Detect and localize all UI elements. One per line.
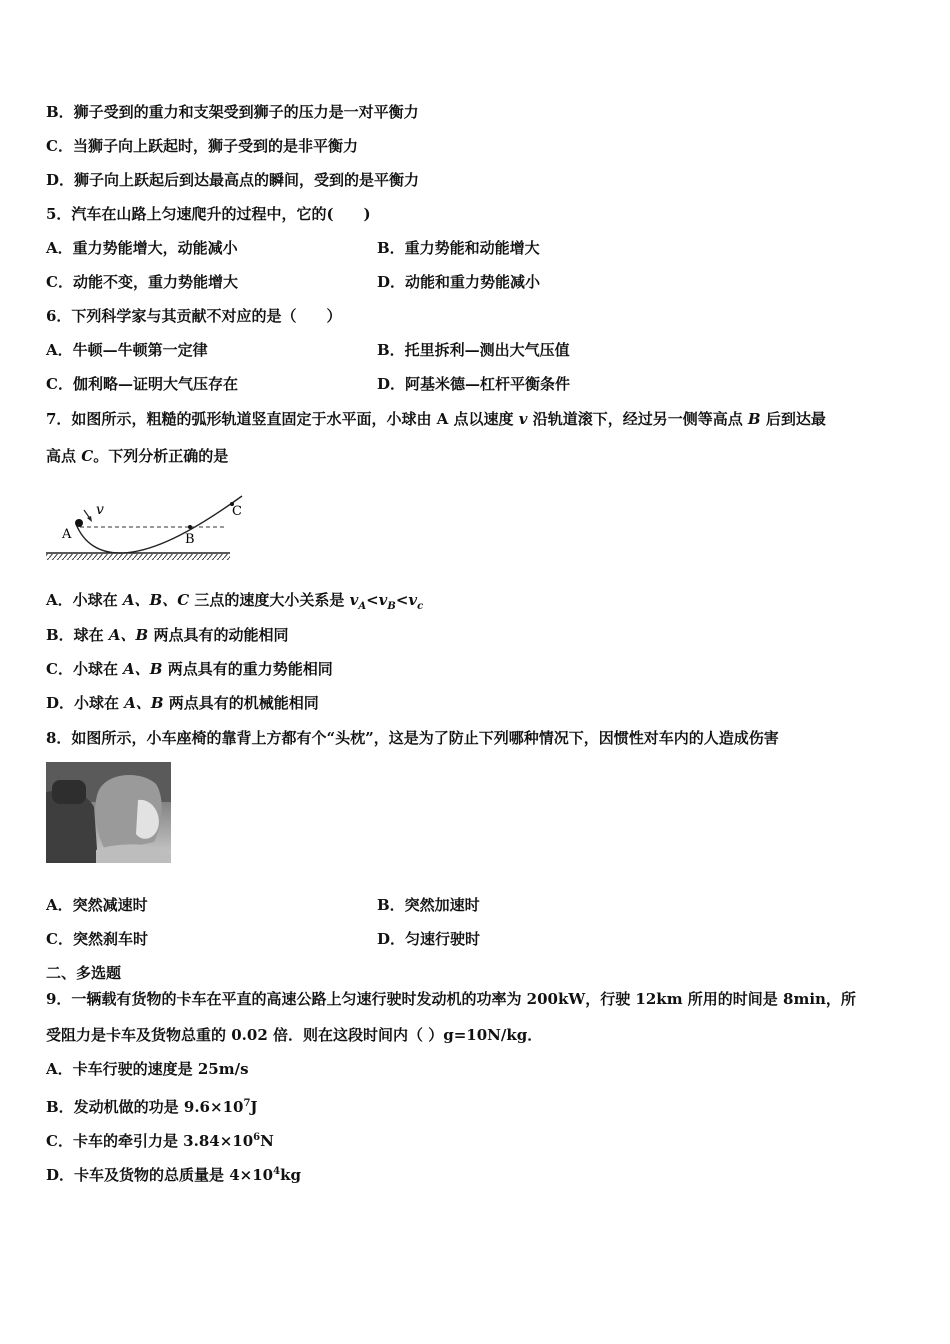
point-b-dot (188, 525, 192, 529)
passenger-body (96, 844, 171, 863)
q6-stem: 6．下列科学家与其贡献不对应的是（ ） (46, 307, 342, 325)
q8-option-a: A．突然减速时 (46, 896, 148, 914)
q6-option-d: D．阿基米德—杠杆平衡条件 (377, 375, 571, 393)
q9-option-d: D．卡车及货物的总质量是 $4\times 10^4kg$ (46, 1166, 301, 1184)
q8-option-c: C．突然刹车时 (46, 930, 148, 948)
q4-option-b: B．狮子受到的重力和支架受到狮子的压力是一对平衡力 (46, 103, 419, 121)
label-b: B (185, 532, 195, 547)
q9-stem-line1: 9．一辆载有货物的卡车在平直的高速公路上匀速行驶时发动机的功率为 200kW，行驶 12km 所用的时间是 8min，所 (46, 990, 856, 1008)
headrest (52, 780, 86, 804)
q5-option-d: D．动能和重力势能减小 (377, 273, 541, 291)
q5-option-c: C．动能不变，重力势能增大 (46, 273, 238, 291)
q7-stem-line1: 7．如图所示，粗糙的弧形轨道竖直固定于水平面，小球由 A 点以速度 v 沿轨道滚下，经过另一侧等高点 B 后到达最 (46, 410, 826, 428)
q7-option-d: D．小球在 A、B 两点具有的机械能相同 (46, 694, 319, 712)
q7-option-b: B．球在 A、B 两点具有的动能相同 (46, 626, 289, 644)
ball (75, 519, 83, 527)
headrest-photo-drawing (46, 762, 171, 863)
q9-option-a: A．卡车行驶的速度是 25m/s (46, 1060, 249, 1078)
q6-option-a: A．牛顿—牛顿第一定律 (46, 341, 208, 359)
q5-option-a: A．重力势能增大，动能减小 (46, 239, 238, 257)
q8-option-d: D．匀速行驶时 (377, 930, 481, 948)
headrest-photo (46, 762, 171, 863)
q4-option-c: C．当狮子向上跃起时，狮子受到的是非平衡力 (46, 137, 358, 155)
q5-stem: 5．汽车在山路上匀速爬升的过程中，它的( ) (46, 205, 371, 223)
velocity-arrow-head (87, 516, 92, 522)
q9-option-c: C．卡车的牵引力是 $3.84\times 10^6N$ (46, 1132, 274, 1150)
track-diagram (44, 492, 242, 568)
q6-option-c: C．伽利略—证明大气压存在 (46, 375, 238, 393)
q9-stem-line2: 受阻力是卡车及货物总重的 0.02 倍．则在这段时间内（ ）g=10N/kg． (46, 1026, 543, 1044)
ground-hatch (46, 554, 230, 560)
q8-stem: 8．如图所示，小车座椅的靠背上方都有个“头枕”，这是为了防止下列哪种情况下，因惯性对车内的人造成伤害 (46, 729, 779, 747)
label-v: v (96, 502, 104, 518)
q4-option-d: D．狮子向上跃起后到达最高点的瞬间，受到的是平衡力 (46, 171, 420, 189)
q8-option-b: B．突然加速时 (377, 896, 480, 914)
q9-option-b: B．发动机做的功是 $9.6\times 10^7J$ (46, 1098, 258, 1116)
q6-option-b: B．托里拆利—测出大气压值 (377, 341, 570, 359)
q7-option-c: C．小球在 A、B 两点具有的重力势能相同 (46, 660, 333, 678)
label-a: A (62, 527, 72, 542)
label-c: C (232, 504, 242, 519)
q7-stem-line2: 高点 C。下列分析正确的是 (46, 447, 229, 465)
section-heading: 二、多选题 (46, 964, 122, 982)
q7-option-a: A．小球在 A、B、C 三点的速度大小关系是 $v_A<v_B<v_c$ (46, 591, 424, 612)
q5-option-b: B．重力势能和动能增大 (377, 239, 540, 257)
